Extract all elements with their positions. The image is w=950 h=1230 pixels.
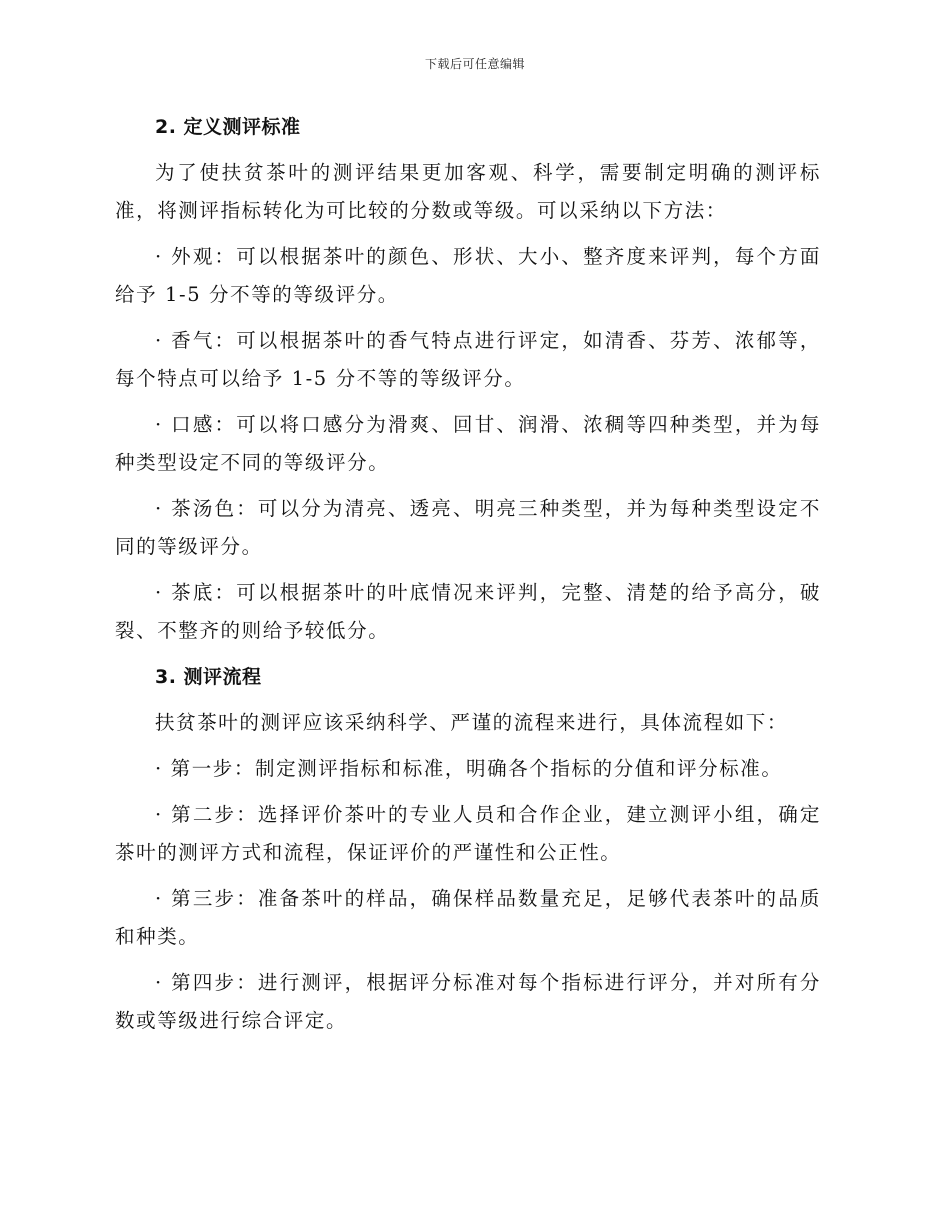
paragraph-intro: 为了使扶贫茶叶的测评结果更加客观、科学，需要制定明确的测评标准，将测评指标转化为可比较的分数或等级。可以采纳以下方法： [115,161,821,222]
list-item-step-2: · 第二步：选择评价茶叶的专业人员和合作企业，建立测评小组，确定茶叶的测评方式和流程，保证评价的严谨性和公正性。 [115,803,821,864]
document-body [115,108,821,1048]
paragraph-process-intro: 扶贫茶叶的测评应该采纳科学、严谨的流程来进行，具体流程如下： [155,711,789,734]
list-item-step-1: · 第一步：制定测评指标和标准，明确各个指标的分值和评分标准。 [155,757,783,780]
list-item-aroma: · 香气：可以根据茶叶的香气特点进行评定，如清香、芬芳、浓郁等，每个特点可以给予 1-5 分不等的等级评分。 [115,329,821,390]
list-item-appearance: · 外观：可以根据茶叶的颜色、形状、大小、整齐度来评判，每个方面给予 1-5 分不等的等级评分。 [115,245,821,306]
section-heading-standards: 2. 定义测评标准 [155,116,301,138]
list-item-leaf-base: · 茶底：可以根据茶叶的叶底情况来评判，完整、清楚的给予高分，破裂、不整齐的则给予较低分。 [115,581,821,642]
list-item-liquor-color: · 茶汤色：可以分为清亮、透亮、明亮三种类型，并为每种类型设定不同的等级评分。 [115,497,821,558]
list-item-step-4: · 第四步：进行测评，根据评分标准对每个指标进行评分，并对所有分数或等级进行综合评定。 [115,971,821,1032]
list-item-taste: · 口感：可以将口感分为滑爽、回甘、润滑、浓稠等四种类型，并为每种类型设定不同的等级评分。 [115,413,821,474]
page-header: 下载后可任意编辑 [424,57,525,71]
list-item-step-3: · 第三步：准备茶叶的样品，确保样品数量充足，足够代表茶叶的品质和种类。 [115,887,821,948]
section-heading-process: 3. 测评流程 [155,666,262,688]
